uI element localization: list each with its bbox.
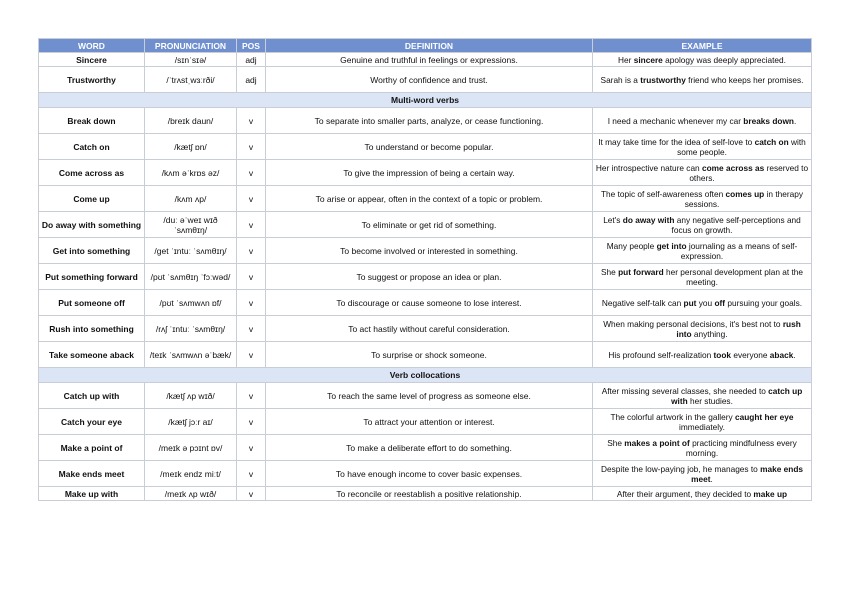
header-word: WORD [39, 39, 145, 53]
definition-cell: To become involved or interested in something. [266, 238, 593, 264]
definition-cell: To understand or become popular. [266, 134, 593, 160]
pronunciation-cell: /kætʃ jɔːr aɪ/ [145, 409, 237, 435]
definition-cell: To reach the same level of progress as someone else. [266, 383, 593, 409]
table-row [39, 53, 812, 67]
example-text: After their argument, they decided to [616, 488, 754, 499]
word-cell: Trustworthy [39, 67, 145, 93]
definition-cell: To surprise or shock someone. [266, 342, 593, 368]
table-row [39, 461, 812, 487]
definition-cell: To act hastily without careful consideration. [266, 316, 593, 342]
word-cell: Come up [39, 186, 145, 212]
table-row [39, 212, 812, 238]
example-text: her personal development plan at the meeting. [663, 266, 804, 287]
table-row [39, 383, 812, 409]
word-cell: Make ends meet [39, 461, 145, 487]
example-text: any negative self-perceptions and focus on growth. [671, 214, 801, 235]
header-pronunciation: PRONUNCIATION [145, 39, 237, 53]
definition-cell: Genuine and truthful in feelings or expressions. [266, 53, 593, 67]
pos-cell: v [237, 186, 266, 212]
table-row [39, 108, 812, 134]
pronunciation-cell: /kætʃ ʌp wɪð/ [145, 383, 237, 409]
example-text: When making personal decisions, it's best not to [603, 318, 783, 329]
example-highlight: makes a point of [624, 437, 690, 448]
example-cell [593, 108, 812, 134]
example-highlight: took [713, 349, 732, 360]
definition-cell: To attract your attention or interest. [266, 409, 593, 435]
example-text: The topic of self-awareness often [600, 188, 726, 199]
example-highlight: put forward [618, 266, 664, 277]
definition-cell: To discourage or cause someone to lose interest. [266, 290, 593, 316]
pos-cell: v [237, 160, 266, 186]
example-cell [593, 342, 812, 368]
example-cell [593, 67, 812, 93]
pos-cell: v [237, 487, 266, 501]
example-highlight: get into [656, 240, 687, 251]
table-row [39, 316, 812, 342]
example-text: . [710, 473, 713, 484]
example-cell [593, 290, 812, 316]
example-text: practicing mindfulness every morning. [685, 437, 797, 458]
header-example: EXAMPLE [593, 39, 812, 53]
word-cell: Do away with something [39, 212, 145, 238]
example-cell [593, 160, 812, 186]
example-text: Her introspective nature can [595, 162, 702, 173]
definition-cell: To separate into smaller parts, analyze, or cease functioning. [266, 108, 593, 134]
section-row [39, 93, 812, 108]
example-highlight: aback [769, 349, 794, 360]
example-highlight: breaks down [743, 115, 794, 126]
example-highlight: catch on [754, 136, 789, 147]
example-text: Her [618, 54, 634, 65]
example-text: It may take time for the idea of self-love to [598, 136, 755, 147]
pronunciation-cell: /ˈtrʌstˌwɜːrði/ [145, 67, 237, 93]
example-highlight: come across as [701, 162, 765, 173]
example-highlight: trustworthy [640, 74, 686, 85]
pronunciation-cell: /pʊt ˈsʌmwʌn ɒf/ [145, 290, 237, 316]
definition-cell: To have enough income to cover basic expenses. [266, 461, 593, 487]
example-text: in therapy sessions. [684, 188, 803, 209]
example-cell [593, 264, 812, 290]
pronunciation-cell: /kʌm əˈkrɒs əz/ [145, 160, 237, 186]
example-cell [593, 409, 812, 435]
definition-cell: To give the impression of being a certain way. [266, 160, 593, 186]
table-row [39, 435, 812, 461]
example-text: anything. [691, 328, 728, 339]
example-cell [593, 212, 812, 238]
pos-cell: v [237, 238, 266, 264]
pos-cell: v [237, 290, 266, 316]
definition-cell: To eliminate or get rid of something. [266, 212, 593, 238]
header-pos: POS [237, 39, 266, 53]
section-label: Verb collocations [39, 368, 812, 383]
example-highlight: rush into [676, 318, 801, 339]
example-text: I need a mechanic whenever my car [607, 115, 744, 126]
definition-cell: To reconcile or reestablish a positive relationship. [266, 487, 593, 501]
header-row [39, 39, 812, 53]
pos-cell: adj [237, 67, 266, 93]
example-text: Negative self-talk can [601, 297, 684, 308]
table-row [39, 290, 812, 316]
pos-cell: v [237, 435, 266, 461]
example-text: reserved to others. [689, 162, 809, 183]
example-text: . [794, 115, 797, 126]
section-row [39, 368, 812, 383]
vocabulary-table [38, 38, 812, 501]
section-label: Multi-word verbs [39, 93, 812, 108]
example-text: pursuing your goals. [725, 297, 803, 308]
table-row [39, 160, 812, 186]
example-text: friend who keeps her promises. [685, 74, 804, 85]
example-text: her studies. [687, 395, 733, 406]
example-text: His profound self-realization [608, 349, 714, 360]
example-text: apology was deeply appreciated. [662, 54, 786, 65]
example-text: She [600, 266, 619, 277]
pronunciation-cell: /duː əˈweɪ wɪð ˈsʌmθɪŋ/ [145, 212, 237, 238]
word-cell: Get into something [39, 238, 145, 264]
example-text: everyone [731, 349, 770, 360]
word-cell: Come across as [39, 160, 145, 186]
pos-cell: v [237, 212, 266, 238]
example-highlight: make up [753, 488, 788, 499]
example-cell [593, 383, 812, 409]
word-cell: Make up with [39, 487, 145, 501]
pos-cell: v [237, 383, 266, 409]
pronunciation-cell: /ɡet ˈɪntuː ˈsʌmθɪŋ/ [145, 238, 237, 264]
example-text: Sarah is a [600, 74, 641, 85]
word-cell: Take someone aback [39, 342, 145, 368]
example-cell [593, 316, 812, 342]
pronunciation-cell: /pʊt ˈsʌmθɪŋ ˈfɔːwəd/ [145, 264, 237, 290]
example-highlight: comes up [725, 188, 765, 199]
word-cell: Catch your eye [39, 409, 145, 435]
word-cell: Put someone off [39, 290, 145, 316]
table-row [39, 264, 812, 290]
pos-cell: v [237, 264, 266, 290]
definition-cell: To arise or appear, often in the context of a topic or problem. [266, 186, 593, 212]
table-row [39, 409, 812, 435]
example-text: you [696, 297, 715, 308]
example-text: journaling as a means of self-expression. [680, 240, 798, 261]
table-row [39, 67, 812, 93]
word-cell: Make a point of [39, 435, 145, 461]
word-cell: Break down [39, 108, 145, 134]
pronunciation-cell: /kʌm ʌp/ [145, 186, 237, 212]
example-cell [593, 134, 812, 160]
header-definition: DEFINITION [266, 39, 593, 53]
example-text: Despite the low-paying job, he manages to [600, 463, 761, 474]
pronunciation-cell: /meɪk ə pɔɪnt ɒv/ [145, 435, 237, 461]
word-cell: Catch up with [39, 383, 145, 409]
table-row [39, 186, 812, 212]
pos-cell: v [237, 134, 266, 160]
table-row [39, 238, 812, 264]
example-highlight: catch up with [671, 385, 803, 406]
word-cell: Sincere [39, 53, 145, 67]
definition-cell: Worthy of confidence and trust. [266, 67, 593, 93]
example-highlight: off [714, 297, 726, 308]
pronunciation-cell: /meɪk ʌp wɪð/ [145, 487, 237, 501]
example-text: The colorful artwork in the gallery [610, 411, 735, 422]
example-cell [593, 53, 812, 67]
example-text: . [793, 349, 796, 360]
example-text: Let's [603, 214, 623, 225]
example-highlight: put [683, 297, 697, 308]
pos-cell: v [237, 409, 266, 435]
example-highlight: do away with [622, 214, 675, 225]
example-cell [593, 238, 812, 264]
table-row [39, 487, 812, 501]
example-cell [593, 487, 812, 501]
example-highlight: caught her eye [734, 411, 794, 422]
example-text: Many people [606, 240, 657, 251]
pronunciation-cell: /breɪk daun/ [145, 108, 237, 134]
table-row [39, 342, 812, 368]
pos-cell: adj [237, 53, 266, 67]
example-text: She [607, 437, 625, 448]
example-cell [593, 435, 812, 461]
table-row [39, 134, 812, 160]
table-body [39, 53, 812, 501]
example-cell [593, 461, 812, 487]
pos-cell: v [237, 108, 266, 134]
word-cell: Put something forward [39, 264, 145, 290]
pronunciation-cell: /teɪk ˈsʌmwʌn əˈbæk/ [145, 342, 237, 368]
example-text: After missing several classes, she needed to [601, 385, 769, 396]
definition-cell: To make a deliberate effort to do something. [266, 435, 593, 461]
example-highlight: make ends meet [691, 463, 803, 484]
example-cell [593, 186, 812, 212]
pos-cell: v [237, 316, 266, 342]
pos-cell: v [237, 342, 266, 368]
pronunciation-cell: /meɪk endz miːt/ [145, 461, 237, 487]
pronunciation-cell: /rʌʃ ˈɪntuː ˈsʌmθɪŋ/ [145, 316, 237, 342]
pronunciation-cell: /kætʃ ɒn/ [145, 134, 237, 160]
example-text: immediately. [679, 421, 725, 432]
word-cell: Catch on [39, 134, 145, 160]
definition-cell: To suggest or propose an idea or plan. [266, 264, 593, 290]
example-text: with some people. [677, 136, 806, 157]
pronunciation-cell: /sɪnˈsɪə/ [145, 53, 237, 67]
example-highlight: sincere [633, 54, 663, 65]
pos-cell: v [237, 461, 266, 487]
word-cell: Rush into something [39, 316, 145, 342]
